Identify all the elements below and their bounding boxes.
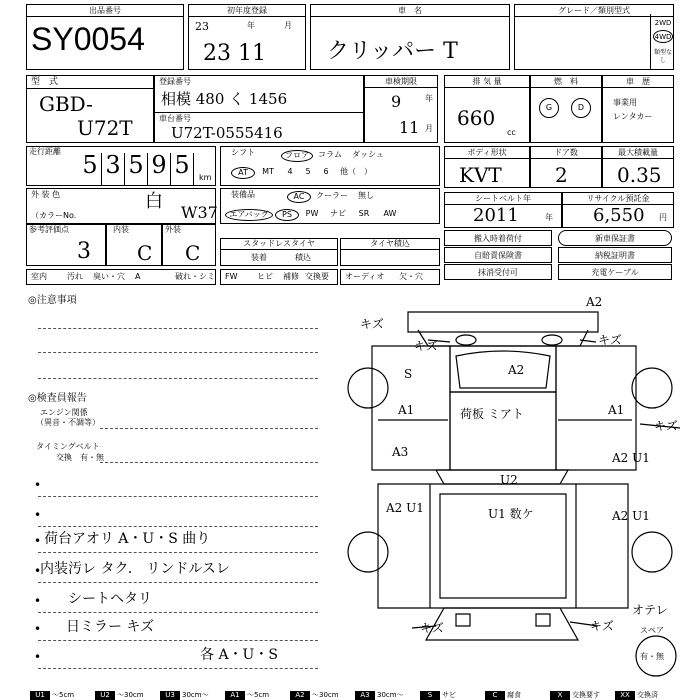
damage-annotation: キズ — [590, 619, 614, 633]
legend-text: 〜5cm — [52, 691, 75, 699]
damage-annotation: A2 — [508, 363, 525, 377]
damage-annotation: キズ — [598, 333, 622, 347]
registration-number: 相模 480 く 1456 — [161, 90, 288, 108]
equipment-option-6: AW — [383, 209, 397, 218]
damage-annotation: U1 数ケ — [488, 507, 534, 521]
legend-text: 交換済 — [637, 691, 658, 699]
damage-annotation: 荷板 ミアト — [460, 407, 524, 421]
damage-annotation: A2 U1 — [386, 501, 424, 515]
mileage-digit: 3 — [102, 153, 125, 185]
studless-opt-2: 積込 — [295, 253, 311, 262]
legend-code: XX — [615, 691, 635, 700]
damage-annotation: A1 — [608, 403, 625, 417]
spare-value: 有・無 — [640, 652, 664, 661]
capacity-value: 0.35 — [617, 163, 662, 187]
damage-annotation: A2 — [586, 295, 603, 309]
drive-none: 類型なし — [653, 49, 672, 64]
note-line: シートヘタリ — [68, 591, 152, 607]
shift-option-5: 6 — [323, 167, 329, 176]
equipment-option-1: エアバッグ — [225, 209, 273, 221]
fuel-d: D — [577, 103, 585, 112]
fuel-g: G — [545, 103, 553, 112]
legend-code: S — [420, 691, 440, 700]
fw-item-1: ヒビ — [257, 272, 273, 281]
inspection-year-unit: 年 — [425, 94, 433, 103]
mileage-unit: km — [199, 173, 212, 182]
legend-code: U2 — [95, 691, 115, 700]
lot-number-label: 出品番号 — [27, 5, 183, 17]
legend-code: U3 — [160, 691, 180, 700]
legend-code: A2 — [290, 691, 310, 700]
color-label: 外 装 色 — [31, 190, 61, 199]
fw-label: FW — [225, 272, 238, 281]
note-bullet: • — [34, 564, 42, 578]
shift-label: シフト — [231, 148, 255, 157]
note-bullet: • — [34, 594, 42, 608]
damage-annotation: キズ — [654, 419, 678, 433]
spare-label: スペア — [640, 626, 664, 635]
doors-label: ドア数 — [531, 147, 601, 159]
damage-annotation: A2 U1 — [612, 509, 650, 523]
damage-annotation: A3 — [392, 445, 409, 459]
mileage-digit: 5 — [79, 153, 102, 185]
interior-grade-label: 内装 — [113, 225, 129, 234]
engine-sub: （異音・不調等） — [36, 418, 100, 427]
car-name-label: 車 名 — [311, 5, 509, 17]
interior-condition-item-2: 臭い・穴 — [93, 272, 125, 281]
legend-code: U1 — [30, 691, 50, 700]
first-registration-handwritten: 23 11 — [203, 41, 266, 66]
interior-condition-label: 室内 — [31, 272, 47, 281]
chassis-label: 車台番号 — [159, 114, 191, 123]
shift-option-2: コラム — [318, 150, 342, 159]
usage-business: 事業用 — [613, 98, 637, 107]
score-value: 3 — [77, 239, 91, 264]
damage-annotation: キズ — [360, 317, 384, 331]
equipment-option-3: 無し — [358, 191, 374, 200]
note-line: 日ミラー キズ — [66, 619, 155, 635]
audio-item-1: 欠・穴 — [399, 272, 423, 281]
equipment-option-3: PW — [305, 209, 319, 218]
legend-code: X — [550, 691, 570, 700]
interior-grade-value: C — [137, 241, 153, 265]
body-value: KVT — [459, 163, 502, 187]
belt-year-value: 2011 — [473, 205, 519, 226]
equipment-option-5: SR — [358, 209, 370, 218]
mileage-digit: 9 — [148, 153, 171, 185]
exterior-grade-value: C — [185, 241, 201, 265]
shift-option-6: 他（ ） — [340, 167, 372, 176]
doors-value: 2 — [555, 163, 568, 187]
model-line1: GBD- — [39, 92, 93, 116]
audio-label: オーディオ — [345, 272, 385, 281]
legend-code: A1 — [225, 691, 245, 700]
lot-number: SY0054 — [31, 21, 145, 57]
first-registration-label: 初年度登録 — [189, 5, 305, 17]
document-item: 充電ケーブル — [558, 264, 672, 280]
equipment-label: 装備品 — [231, 190, 255, 199]
legend-code: C — [485, 691, 505, 700]
model-label: 型 式 — [31, 77, 59, 87]
mileage-label: 走行距離 — [29, 147, 61, 156]
caution-title: ◎注意事項 — [28, 295, 77, 306]
fw-item-3: 交換要 — [305, 272, 329, 281]
inspection-label: 車検期限 — [365, 76, 437, 88]
interior-condition-item-1: 汚れ — [67, 272, 83, 281]
inspection-month-unit: 月 — [425, 124, 433, 133]
equipment-option-2: クーラー — [316, 191, 348, 200]
note-bullet: • — [34, 534, 42, 548]
legend-text: 〜5cm — [247, 691, 270, 699]
document-item: 納税証明書 — [558, 247, 672, 263]
document-item: 抹消受付可 — [444, 264, 552, 280]
equipment-option-2: PS — [275, 209, 299, 221]
note-line: 各 A・U・S — [200, 647, 278, 663]
registration-label: 登録番号 — [159, 77, 191, 86]
color-no-label: （カラーNo. — [31, 211, 77, 220]
legend-text: サビ — [442, 691, 456, 699]
displacement-unit: cc — [507, 128, 516, 137]
drive-4wd: 4WD — [654, 33, 672, 41]
equipment-option-4: ナビ — [330, 209, 346, 218]
shift-option-3: 4 — [287, 167, 293, 176]
tire-load-label: タイヤ積込 — [341, 239, 439, 250]
inspector-title: ◎検査員報告 — [28, 393, 87, 404]
shift-option-2: MT — [262, 167, 274, 176]
belt-year-label: シートベルト年 — [445, 193, 561, 205]
damage-annotation: キズ — [414, 339, 438, 353]
engine-label: エンジン関係 — [40, 408, 88, 417]
document-item: 搬入時着荷付 — [444, 230, 552, 246]
document-item: 自賠責保険書 — [444, 247, 552, 263]
damage-annotation: オテレ — [632, 603, 668, 617]
note-bullet: • — [34, 650, 42, 664]
usage-label: 車 歴 — [603, 76, 673, 88]
damage-annotation: A1 — [398, 403, 415, 417]
shift-option-1: AT — [231, 167, 255, 179]
chassis-number: U72T-0555416 — [171, 124, 283, 142]
car-name: クリッパー T — [327, 39, 458, 64]
studless-opt-1: 装着 — [251, 253, 267, 262]
damage-annotation: U2 — [500, 473, 518, 487]
recycle-unit: 円 — [659, 213, 667, 222]
shift-option-3: ダッシュ — [352, 150, 384, 159]
legend-text: 〜30cm — [117, 691, 144, 699]
first-registration-month-unit: 月 — [284, 21, 292, 30]
drive-2wd: 2WD — [654, 19, 672, 27]
grade-label: グレード／類別型式 — [515, 5, 673, 17]
interior-condition-item-3: A — [135, 272, 141, 281]
body-label: ボディ形状 — [445, 147, 529, 159]
shift-option-4: 5 — [305, 167, 311, 176]
legend-text: 交換要す — [572, 691, 600, 699]
studless-label: スタッドレスタイヤ — [221, 239, 337, 250]
mileage-digit: 5 — [125, 153, 148, 185]
damage-annotation: S — [404, 367, 413, 381]
note-bullet: • — [34, 478, 42, 492]
legend-text: 30cm〜 — [377, 691, 404, 699]
timing-label: タイミングベルト — [36, 442, 100, 451]
displacement-value: 660 — [457, 106, 496, 130]
first-registration-year: 23 — [195, 20, 209, 33]
first-registration-year-unit: 年 — [247, 21, 255, 30]
model-line2: U72T — [77, 116, 133, 140]
damage-annotation: キズ — [420, 621, 444, 635]
belt-year-unit: 年 — [545, 213, 553, 222]
note-bullet: • — [34, 622, 42, 636]
interior-condition-item-4: 破れ・シミ — [175, 272, 215, 281]
recycle-label: リサイクル預託金 — [563, 193, 673, 205]
damage-annotation: A2 U1 — [612, 451, 650, 465]
recycle-value: 6,550 — [593, 205, 645, 226]
usage-rental: レンタカー — [613, 112, 653, 121]
legend-text: 腐食 — [507, 691, 521, 699]
color-code: W37 — [181, 203, 218, 222]
legend-code: A3 — [355, 691, 375, 700]
inspection-month: 11 — [399, 118, 420, 137]
color-value: 白 — [145, 191, 163, 212]
fuel-label: 燃 料 — [531, 76, 601, 88]
shift-option-1: フロア — [281, 150, 313, 162]
note-line: 内装汚レ タク． リンドルスレ — [40, 561, 230, 577]
legend-text: 30cm〜 — [182, 691, 209, 699]
exterior-grade-label: 外装 — [165, 225, 181, 234]
fw-item-2: 補修 — [283, 272, 299, 281]
note-line: 荷台アオリ A・U・S 曲り — [44, 531, 211, 547]
capacity-label: 最大積載量 — [603, 147, 673, 159]
equipment-option-1: AC — [287, 191, 311, 203]
timing-options: 交換 有・無 — [56, 453, 104, 462]
displacement-label: 排 気 量 — [445, 76, 529, 88]
document-item: 新車保証書 — [558, 230, 672, 246]
legend-text: 〜30cm — [312, 691, 339, 699]
score-label: 参考評価点 — [29, 225, 69, 234]
mileage-digit: 5 — [171, 153, 194, 185]
inspection-year: 9 — [391, 92, 402, 111]
note-bullet: • — [34, 508, 42, 522]
